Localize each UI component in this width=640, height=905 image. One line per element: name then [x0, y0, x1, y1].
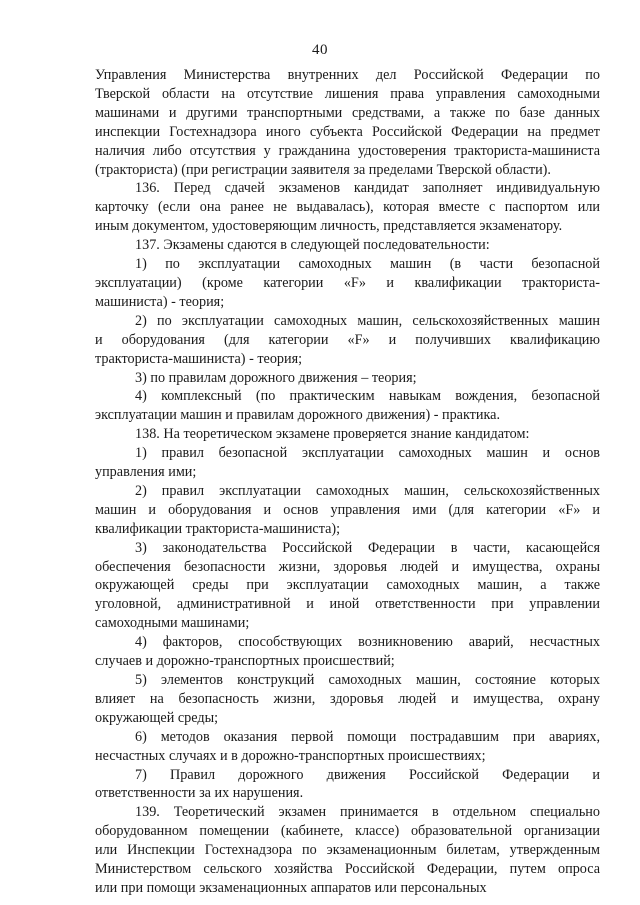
- text-line: квалификации тракториста-машиниста);: [95, 520, 341, 537]
- paragraph: [95, 255, 600, 312]
- paragraph: [95, 728, 600, 766]
- paragraph: [95, 803, 600, 898]
- text-line: 1) правил безопасной эксплуатации самоходных машин и основ: [135, 445, 600, 462]
- text-line: машинами и другими транспортными средствами, а также по базе данных: [95, 104, 600, 121]
- paragraph: [95, 387, 600, 425]
- text-line: 136. Перед сдачей экзаменов кандидат заполняет индивидуальную: [135, 180, 600, 197]
- text-line: наличия либо отсутствия у гражданина удостоверения тракториста-машиниста: [95, 142, 600, 159]
- text-line: 4) комплексный (по практическим навыкам вождения, безопасной: [135, 388, 600, 405]
- paragraph: [95, 671, 600, 728]
- paragraph: [95, 179, 600, 236]
- text-line: 4) факторов, способствующих возникновению аварий, несчастных: [135, 634, 600, 651]
- text-line: управления ими;: [95, 464, 197, 481]
- text-line: эксплуатации) (кроме категории «F» и квалификации тракториста-: [95, 274, 600, 291]
- paragraph: [95, 312, 600, 369]
- text-line: случаев и дорожно-транспортных происшествий;: [95, 653, 395, 670]
- text-line: 3) по правилам дорожного движения – теория;: [135, 369, 417, 386]
- text-line: эксплуатации машин и правилам дорожного движения) - практика.: [95, 407, 500, 424]
- text-line: тракториста-машиниста) - теория;: [95, 350, 303, 367]
- paragraph: [95, 236, 600, 255]
- text-line: 139. Теоретический экзамен принимается в отдельном специально: [135, 804, 600, 821]
- text-line: окружающей среды при эксплуатации самоходных машин, а также: [95, 577, 600, 594]
- paragraph: [95, 633, 600, 671]
- text-line: машиниста) - теория;: [95, 293, 225, 310]
- text-line: 7) Правил дорожного движения Российской Федерации и: [135, 766, 600, 783]
- text-line: окружающей среды;: [95, 709, 219, 726]
- text-line: 5) элементов конструкций самоходных машин, состояние которых: [135, 672, 600, 688]
- paragraph: [95, 444, 600, 482]
- text-line: несчастных случаях и в дорожно-транспортных происшествиях;: [95, 747, 486, 764]
- text-line: 2) правил эксплуатации самоходных машин, сельскохозяйственных: [135, 482, 600, 499]
- paragraph: [95, 539, 600, 634]
- text-line: оборудованном помещении (кабинете, классе) образовательной организации: [95, 823, 600, 840]
- text-line: Тверской области на отсутствие лишения права управления самоходными: [95, 85, 600, 102]
- text-line: (тракториста) (при регистрации заявителя за пределами Тверской области).: [95, 161, 551, 178]
- text-line: инспекции Гостехнадзора иного субъекта Российской Федерации на предмет: [95, 123, 600, 140]
- text-line: иным документом, удостоверяющим личность, представляется экзаменатору.: [95, 218, 563, 235]
- page-number: 40: [312, 42, 328, 58]
- text-line: и оборудования (для категории «F» и получивших квалификацию: [95, 331, 600, 348]
- text-line: или при помощи экзаменационных аппаратов или персональных: [95, 879, 487, 896]
- text-line: 6) методов оказания первой помощи пострадавшим при авариях,: [135, 728, 600, 745]
- text-line: или Инспекции Гостехнадзора по экзаменационным билетам, утвержденным: [95, 842, 600, 859]
- document-body: [95, 66, 600, 898]
- text-line: 138. На теоретическом экзамене проверяется знание кандидатом:: [135, 426, 530, 443]
- text-line: 1) по эксплуатации самоходных машин (в части безопасной: [135, 256, 600, 273]
- text-line: 2) по эксплуатации самоходных машин, сельскохозяйственных машин: [135, 312, 600, 329]
- text-line: Министерством сельского хозяйства Российской Федерации, путем опроса: [95, 861, 600, 878]
- text-line: 3) законодательства Российской Федерации в части, касающейся: [135, 539, 600, 556]
- paragraph: [95, 369, 600, 388]
- text-line: уголовной, административной и иной ответственности при управлении: [95, 596, 600, 613]
- paragraph: [95, 482, 600, 539]
- text-line: самоходными машинами;: [95, 615, 250, 632]
- paragraph: [95, 425, 600, 444]
- text-line: влияет на безопасность жизни, здоровья людей и имущества, охрану: [95, 690, 600, 707]
- text-line: Управления Министерства внутренних дел Российской Федерации по: [95, 67, 600, 83]
- paragraph: [95, 766, 600, 804]
- text-line: ответственности за их нарушения.: [95, 785, 304, 802]
- text-line: карточку (если она ранее не выдавалась), которая вместе с паспортом или: [95, 199, 600, 216]
- text-line: 137. Экзамены сдаются в следующей последовательности:: [135, 237, 490, 254]
- paragraph: [95, 66, 600, 179]
- text-line: обеспечения безопасности жизни, здоровья людей и имущества, охраны: [95, 558, 600, 575]
- text-line: машин и оборудования и основ управления ими (для категории «F» и: [95, 501, 600, 518]
